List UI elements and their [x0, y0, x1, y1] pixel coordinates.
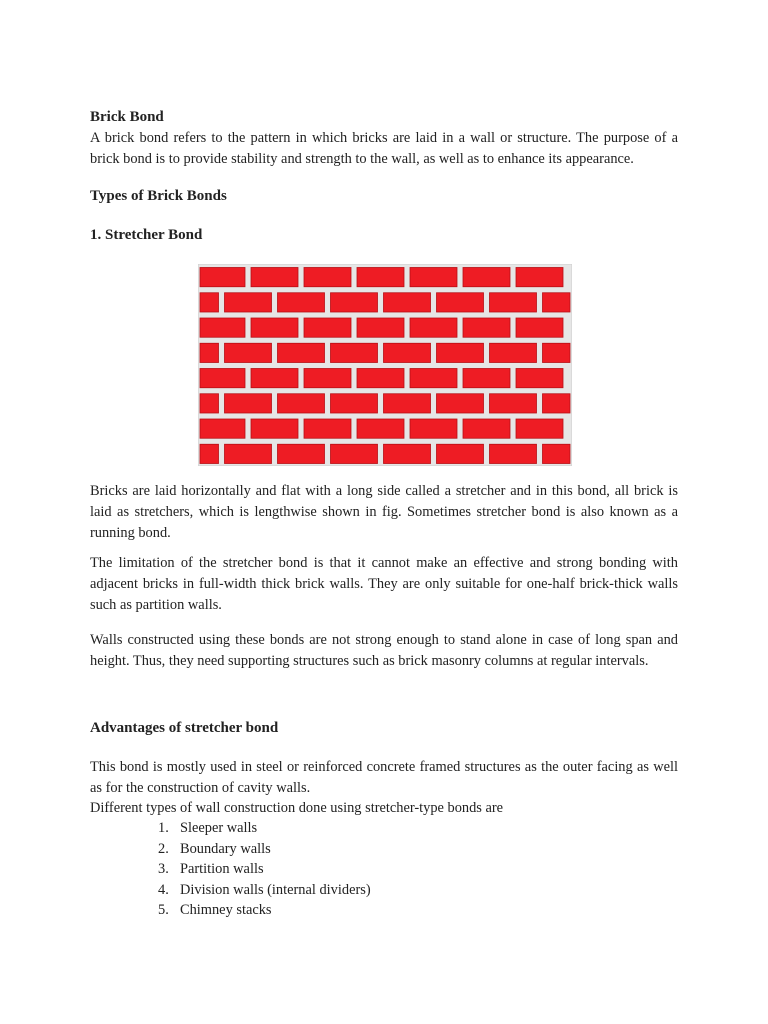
list-item-number: 5. [158, 902, 169, 918]
list-item [90, 880, 371, 901]
list-item-text: Chimney stacks [180, 902, 272, 918]
paragraph-limitation: The limitation of the stretcher bond is that it cannot make an effective and strong bonding with adjacent bricks in full-width thick brick walls. They are only suitable for one-half brick-thick walls such as partition walls. [90, 555, 678, 613]
brick [463, 369, 510, 388]
brick [278, 293, 325, 312]
brick [331, 444, 378, 463]
brick [278, 343, 325, 362]
list-item-number: 4. [158, 881, 169, 898]
brick [543, 293, 571, 312]
brick-wall-illustration [198, 264, 572, 466]
types-heading: Types of Brick Bonds [90, 188, 227, 204]
brick [251, 419, 298, 438]
brick [278, 394, 325, 413]
brick [516, 369, 563, 388]
brick [225, 293, 272, 312]
list-item [90, 900, 371, 921]
brick [278, 444, 325, 463]
list-item [90, 818, 371, 839]
stretcher-bond-figure [198, 264, 572, 466]
brick [331, 293, 378, 312]
brick [225, 343, 272, 362]
paragraph-usage: This bond is mostly used in steel or reinforced concrete framed structures as the outer facing as well as for the construction of cavity walls. [90, 759, 678, 796]
brick [490, 394, 537, 413]
brick [490, 343, 537, 362]
brick [357, 369, 404, 388]
brick [225, 394, 272, 413]
list-item-text: Partition walls [180, 861, 264, 877]
list-item-text: Boundary walls [180, 840, 271, 857]
brick [200, 369, 245, 388]
document-title: Brick Bond [90, 109, 164, 125]
brick [437, 343, 484, 362]
list-item-text: Division walls (internal dividers) [180, 881, 371, 898]
list-item-text: Sleeper walls [180, 820, 258, 836]
brick [200, 318, 245, 337]
brick [331, 394, 378, 413]
brick [437, 444, 484, 463]
brick [463, 268, 510, 287]
advantages-heading: Advantages of stretcher bond [90, 720, 279, 736]
list-item [90, 839, 371, 860]
brick [437, 293, 484, 312]
list-item [90, 859, 371, 880]
list-item-number: 1. [158, 820, 169, 836]
brick [200, 343, 219, 362]
brick [410, 419, 457, 438]
brick [304, 268, 351, 287]
brick [304, 369, 351, 388]
brick [384, 444, 431, 463]
brick [200, 268, 245, 287]
brick [384, 343, 431, 362]
brick [200, 419, 245, 438]
brick [251, 318, 298, 337]
brick [251, 268, 298, 287]
brick [437, 394, 484, 413]
brick [490, 293, 537, 312]
brick [543, 343, 571, 362]
brick [357, 318, 404, 337]
brick [304, 419, 351, 438]
brick [516, 318, 563, 337]
brick [251, 369, 298, 388]
stretcher-bond-heading: 1. Stretcher Bond [90, 227, 203, 243]
brick [384, 293, 431, 312]
brick [225, 444, 272, 463]
brick [463, 318, 510, 337]
brick [200, 293, 219, 312]
brick [516, 419, 563, 438]
brick [410, 318, 457, 337]
brick [543, 394, 571, 413]
wall-types-list [90, 818, 371, 921]
paragraph-stretcher-description: Bricks are laid horizontally and flat with a long side called a stretcher and in this bond, all brick is laid as stretchers, which is lengthwise shown in fig. Sometimes stretcher bond is also known as a running bond. [90, 483, 678, 541]
intro-paragraph: A brick bond refers to the pattern in which bricks are laid in a wall or structure. The purpose of a brick bond is to provide stability and strength to the wall, as well as to enhance its appearance. [90, 130, 678, 167]
brick [357, 419, 404, 438]
list-item-number: 2. [158, 840, 169, 857]
brick [357, 268, 404, 287]
brick [200, 444, 219, 463]
brick [410, 268, 457, 287]
brick [516, 268, 563, 287]
paragraph-list-intro: Different types of wall construction done using stretcher-type bonds are [90, 800, 504, 816]
brick [543, 444, 571, 463]
paragraph-support: Walls constructed using these bonds are not strong enough to stand alone in case of long span and height. Thus, they need supporting structures such as brick masonry columns at regular intervals. [90, 632, 678, 669]
brick [200, 394, 219, 413]
list-item-number: 3. [158, 861, 169, 877]
brick [304, 318, 351, 337]
brick [410, 369, 457, 388]
brick [331, 343, 378, 362]
brick [463, 419, 510, 438]
brick [490, 444, 537, 463]
brick [384, 394, 431, 413]
